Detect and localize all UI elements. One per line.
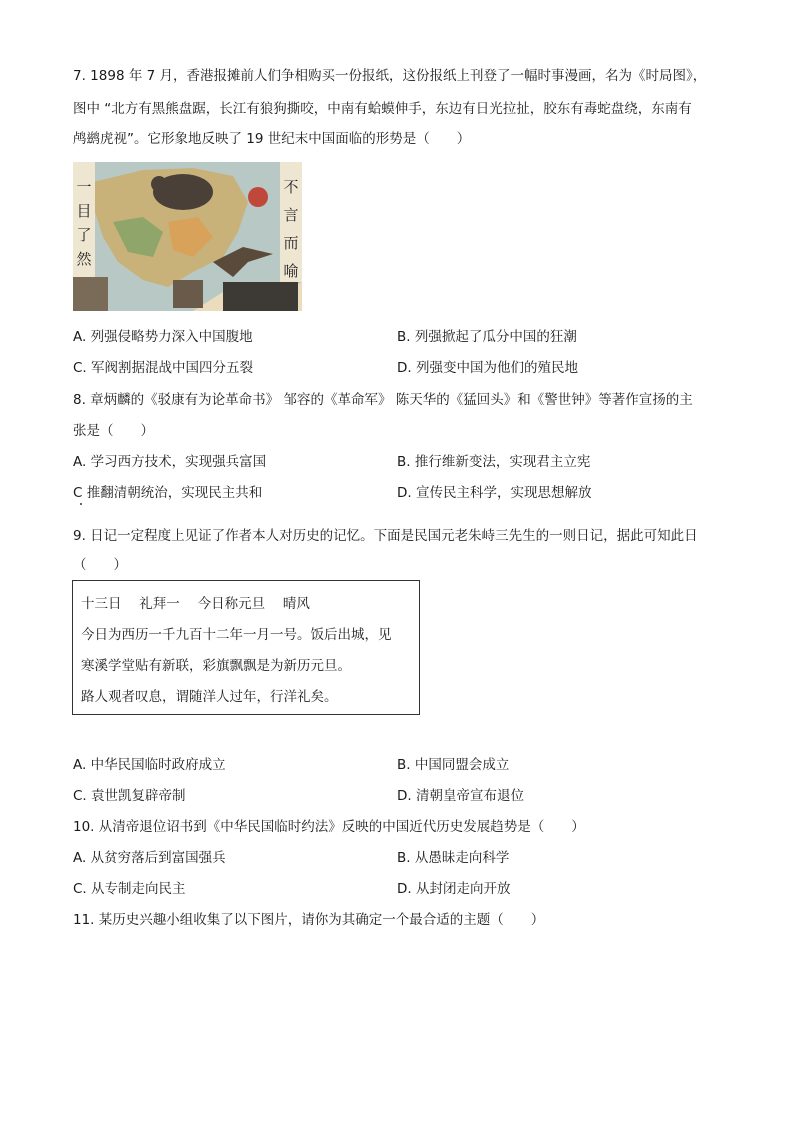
q8-option-c[interactable]: C 推翻清朝统治，实现民主共和	[73, 485, 263, 501]
q9-option-c[interactable]: C. 袁世凯复辟帝制	[73, 788, 186, 804]
cartoon-right-char-4: 喻	[283, 262, 299, 280]
diary-excerpt-box	[72, 580, 420, 715]
q9-stem-line-2: （ ）	[73, 557, 127, 573]
cartoon-illustration	[73, 162, 302, 311]
q9-option-a[interactable]: A. 中华民国临时政府成立	[73, 757, 226, 773]
q9-option-d[interactable]: D. 清朝皇帝宣布退位	[397, 788, 524, 804]
q7-stem-line-1: 7. 1898 年 7 月，香港报摊前人们争相购买一份报纸，这份报纸上刊登了一幅时事漫画，名为《时局图》，	[73, 68, 707, 84]
shiju-tu-cartoon-image	[73, 162, 302, 311]
q8-option-a[interactable]: A. 学习西方技术，实现强兵富国	[73, 454, 267, 470]
q8-option-d[interactable]: D. 宣传民主科学，实现思想解放	[397, 485, 592, 501]
q10-option-a[interactable]: A. 从贫穷落后到富国强兵	[73, 850, 226, 866]
q8-option-b[interactable]: B. 推行维新变法，实现君主立宪	[397, 454, 591, 470]
q9-stem-line-1: 9. 日记一定程度上见证了作者本人对历史的记忆。下面是民国元老朱峙三先生的一则日记，据此可知此日	[73, 528, 698, 544]
cartoon-right-char-2: 言	[283, 206, 299, 224]
q9-option-b[interactable]: B. 中国同盟会成立	[397, 757, 510, 773]
cartoon-left-char-1: 一	[76, 178, 92, 196]
cartoon-left-char-3: 了	[76, 226, 92, 244]
q7-option-d[interactable]: D. 列强变中国为他们的殖民地	[397, 360, 578, 376]
diary-line-4: 路人观者叹息，谓随洋人过年，行洋礼矣。	[81, 689, 338, 705]
q8-stem-line-1: 8. 章炳麟的《驳康有为论革命书》 邹容的《革命军》 陈天华的《猛回头》和《警世钟》等著作宣扬的主	[73, 392, 693, 408]
q7-option-a[interactable]: A. 列强侵略势力深入中国腹地	[73, 329, 253, 345]
q10-stem-line-1: 10. 从清帝退位诏书到《中华民国临时约法》反映的中国近代历史发展趋势是（ ）	[73, 819, 585, 835]
cartoon-left-char-4: 然	[76, 250, 92, 268]
q10-option-d[interactable]: D. 从封闭走向开放	[397, 881, 511, 897]
q7-stem-line-3: 鸬鹚虎视”。它形象地反映了 19 世纪末中国面临的形势是（ ）	[73, 131, 471, 147]
q10-option-b[interactable]: B. 从愚昧走向科学	[397, 850, 510, 866]
q8-stem-line-2: 张是（ ）	[73, 423, 154, 439]
q10-option-c[interactable]: C. 从专制走向民主	[73, 881, 186, 897]
q7-option-b[interactable]: B. 列强掀起了瓜分中国的狂潮	[397, 329, 577, 345]
q7-stem-line-2: 图中 “北方有黑熊盘踞，长江有狼狗撕咬，中南有蛤蟆伸手，东边有日光拉扯，胶东有毒蛇盘绕，东南有	[73, 101, 692, 117]
q7-option-c[interactable]: C. 军阀割据混战中国四分五裂	[73, 360, 254, 376]
diary-line-1: 十三日 礼拜一 今日称元旦 晴风	[81, 596, 310, 612]
cartoon-right-char-3: 而	[283, 234, 299, 252]
diary-line-2: 今日为西历一千九百十二年一月一号。饭后出城，见	[81, 627, 392, 643]
cartoon-right-char-1: 不	[283, 178, 299, 196]
stray-dot-mark	[80, 503, 82, 505]
diary-line-3: 寒溪学堂贴有新联，彩旗飘飘是为新历元旦。	[81, 658, 351, 674]
cartoon-left-char-2: 目	[76, 202, 92, 220]
q11-stem-line-1: 11. 某历史兴趣小组收集了以下图片，请你为其确定一个最合适的主题（ ）	[73, 912, 545, 928]
